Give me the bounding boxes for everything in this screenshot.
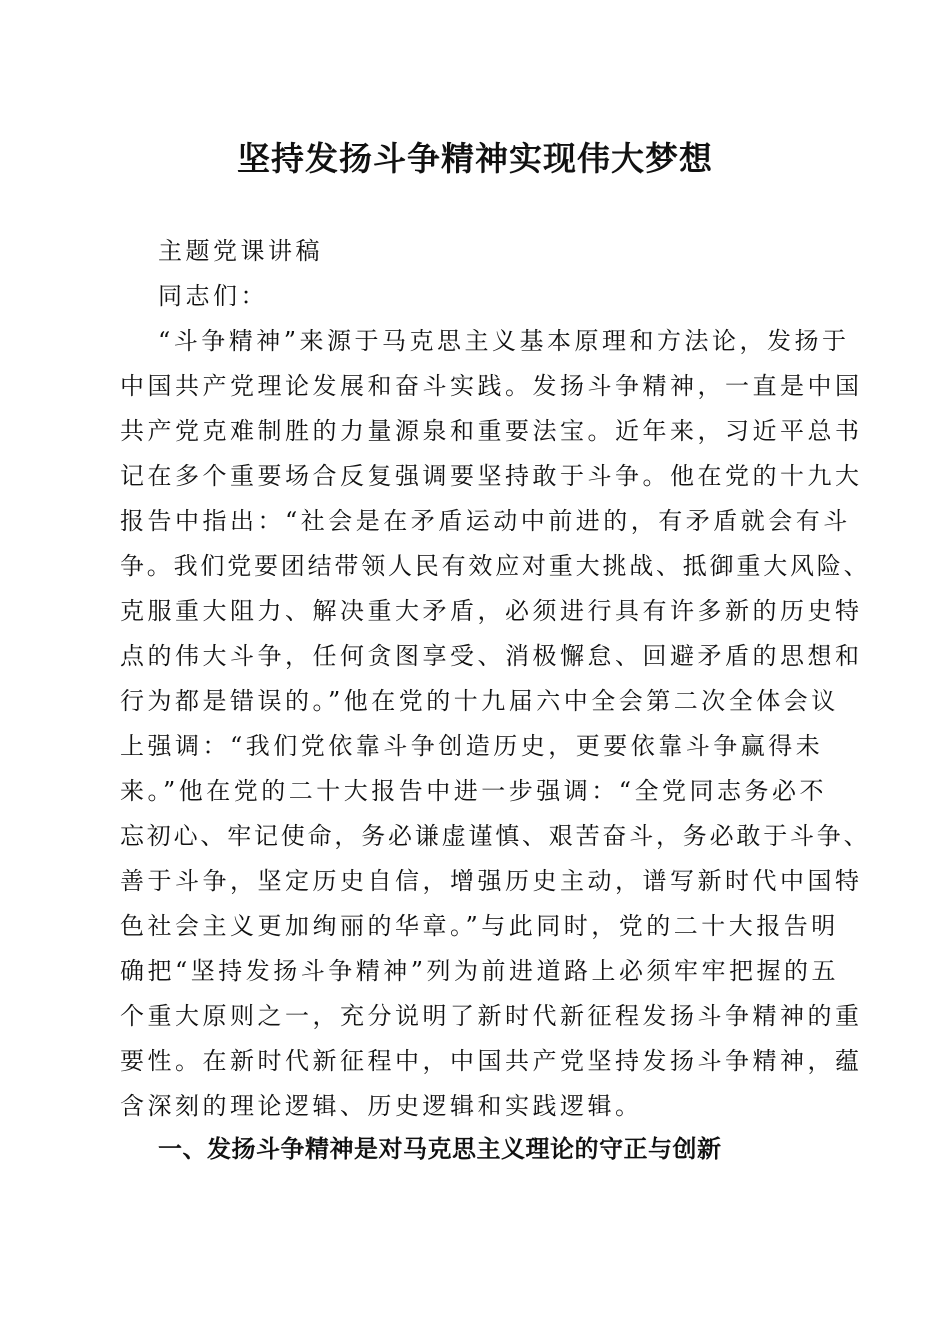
section-heading: 一、发扬斗争精神是对马克思主义理论的守正与创新 — [158, 1135, 722, 1163]
paragraph-line: 来。”他在党的二十大报告中进一步强调：“全党同志务必不 — [120, 777, 828, 805]
paragraph-line: 克服重大阻力、解决重大矛盾，必须进行具有许多新的历史特 — [120, 597, 863, 625]
salutation: 同志们： — [158, 282, 268, 310]
paragraph-line: 忘初心、牢记使命，务必谦虚谨慎、艰苦奋斗，务必敢于斗争、 — [120, 822, 871, 850]
subtitle: 主题党课讲稿 — [158, 237, 323, 265]
paragraph-line: “斗争精神”来源于马克思主义基本原理和方法论，发扬于 — [158, 327, 850, 355]
paragraph-line: 共产党克难制胜的力量源泉和重要法宝。近年来，习近平总书 — [120, 417, 863, 445]
paragraph-line: 确把“坚持发扬斗争精神”列为前进道路上必须牢牢把握的五 — [120, 957, 840, 985]
paragraph-line: 中国共产党理论发展和奋斗实践。发扬斗争精神，一直是中国 — [120, 372, 863, 400]
paragraph-line: 争。我们党要团结带领人民有效应对重大挑战、抵御重大风险、 — [120, 552, 871, 580]
document-title: 坚持发扬斗争精神实现伟大梦想 — [237, 139, 713, 178]
paragraph-line: 记在多个重要场合反复强调要坚持敢于斗争。他在党的十九大 — [120, 462, 863, 490]
paragraph-line: 要性。在新时代新征程中，中国共产党坚持发扬斗争精神，蕴 — [120, 1047, 863, 1075]
paragraph-line: 善于斗争，坚定历史自信，增强历史主动，谱写新时代中国特 — [120, 867, 863, 895]
paragraph-line: 含深刻的理论逻辑、历史逻辑和实践逻辑。 — [120, 1092, 643, 1120]
paragraph-line: 上强调：“我们党依靠斗争创造历史，更要依靠斗争赢得未 — [120, 732, 824, 760]
paragraph-line: 个重大原则之一，充分说明了新时代新征程发扬斗争精神的重 — [120, 1002, 863, 1030]
paragraph-line: 行为都是错误的。”他在党的十九届六中全会第二次全体会议 — [120, 687, 839, 715]
paragraph-line: 报告中指出：“社会是在矛盾运动中前进的，有矛盾就会有斗 — [120, 507, 851, 535]
paragraph-line: 色社会主义更加绚丽的华章。”与此同时，党的二十大报告明 — [120, 912, 839, 940]
paragraph-line: 点的伟大斗争，任何贪图享受、消极懈怠、回避矛盾的思想和 — [120, 642, 863, 670]
